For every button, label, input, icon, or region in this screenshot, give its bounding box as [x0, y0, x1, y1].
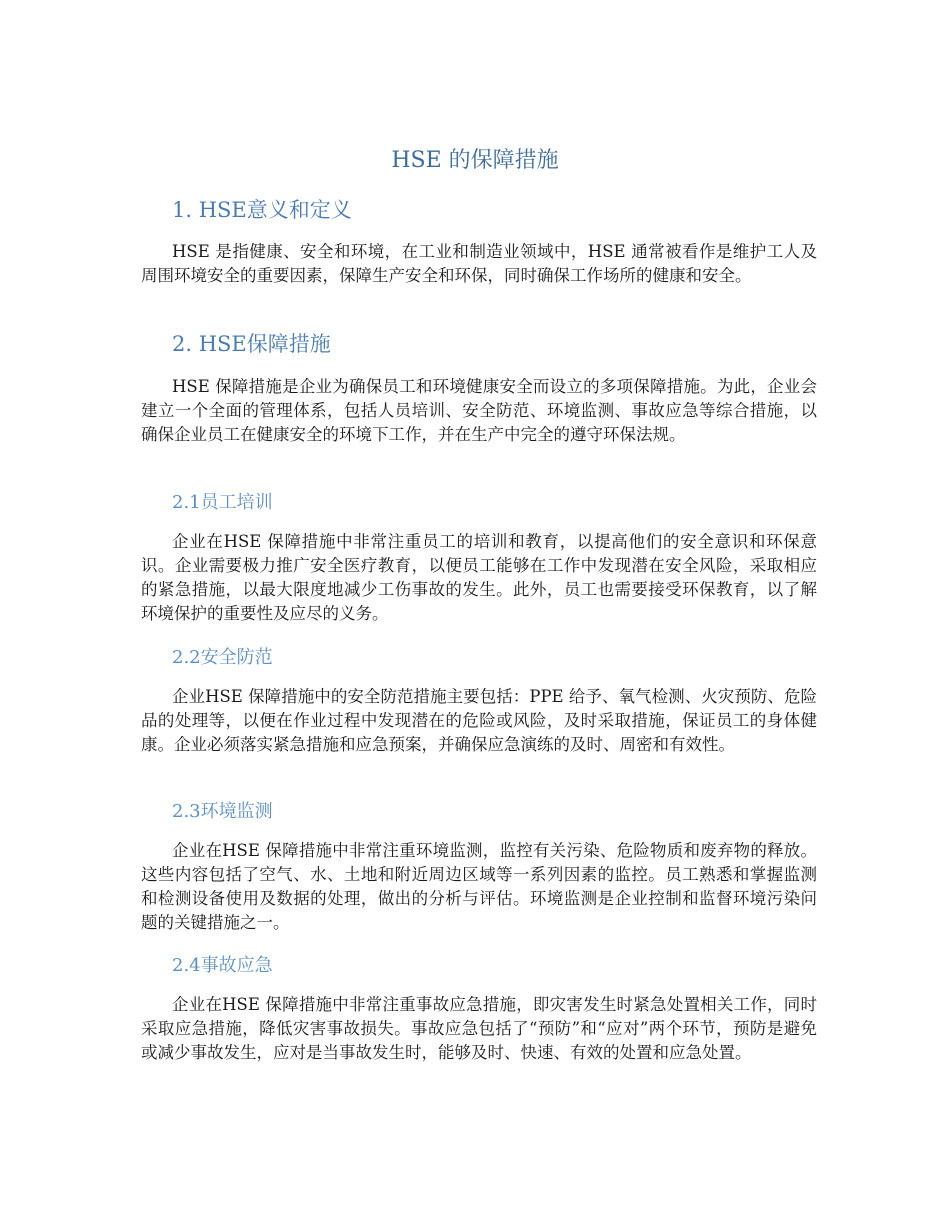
subsection-heading-2-3: 2.3环境监测: [172, 801, 273, 822]
subsection-paragraph-2-4: 企业在HSE 保障措施中非常注重事故应急措施，即灾害发生时紧急处置相关工作，同时采取应急措施，降低灾害事故损失。事故应急包括了“预防”和“应对”两个环节，预防是避免或减少事故发生，应对是当事故发生时，能够及时、快速、有效的处置和应急处置。: [141, 995, 817, 1062]
section-paragraph-1: HSE 是指健康、安全和环境，在工业和制造业领域中，HSE 通常被看作是维护工人及周围环境安全的重要因素，保障生产安全和环保，同时确保工作场所的健康和安全。: [141, 242, 817, 285]
subsection-paragraph-2-3: 企业在HSE 保障措施中非常注重环境监测，监控有关污染、危险物质和废弃物的释放。这些内容包括了空气、水、土地和附近周边区域等一系列因素的监控。员工熟悉和掌握监测和检测设备使用及数据的处理，做出的分析与评估。环境监测是企业控制和监督环境污染问题的关键措施之一。: [141, 841, 817, 932]
subsection-heading-2-4: 2.4事故应急: [172, 955, 273, 976]
document-title: HSE 的保障措施: [391, 148, 559, 173]
section-heading-1: 1. HSE意义和定义: [172, 198, 352, 222]
subsection-heading-2-2: 2.2安全防范: [172, 647, 273, 668]
subsection-paragraph-2-1: 企业在HSE 保障措施中非常注重员工的培训和教育，以提高他们的安全意识和环保意识。企业需要极力推广安全医疗教育，以便员工能够在工作中发现潜在安全风险，采取相应的紧急措施，以最大限度地减少工伤事故的发生。此外，员工也需要接受环保教育，以了解环境保护的重要性及应尽的义务。: [141, 532, 817, 623]
subsection-paragraph-2-2: 企业HSE 保障措施中的安全防范措施主要包括：PPE 给予、氧气检测、火灾预防、危险品的处理等，以便在作业过程中发现潜在的危险或风险，及时采取措施，保证员工的身体健康。企业必须落实紧急措施和应急预案，并确保应急演练的及时、周密和有效性。: [141, 687, 817, 754]
section-paragraph-2: HSE 保障措施是企业为确保员工和环境健康安全而设立的多项保障措施。为此，企业会建立一个全面的管理体系，包括人员培训、安全防范、环境监测、事故应急等综合措施，以确保企业员工在健康安全的环境下工作，并在生产中完全的遵守环保法规。: [141, 377, 817, 444]
section-heading-2: 2. HSE保障措施: [172, 332, 331, 356]
subsection-heading-2-1: 2.1员工培训: [172, 492, 273, 513]
